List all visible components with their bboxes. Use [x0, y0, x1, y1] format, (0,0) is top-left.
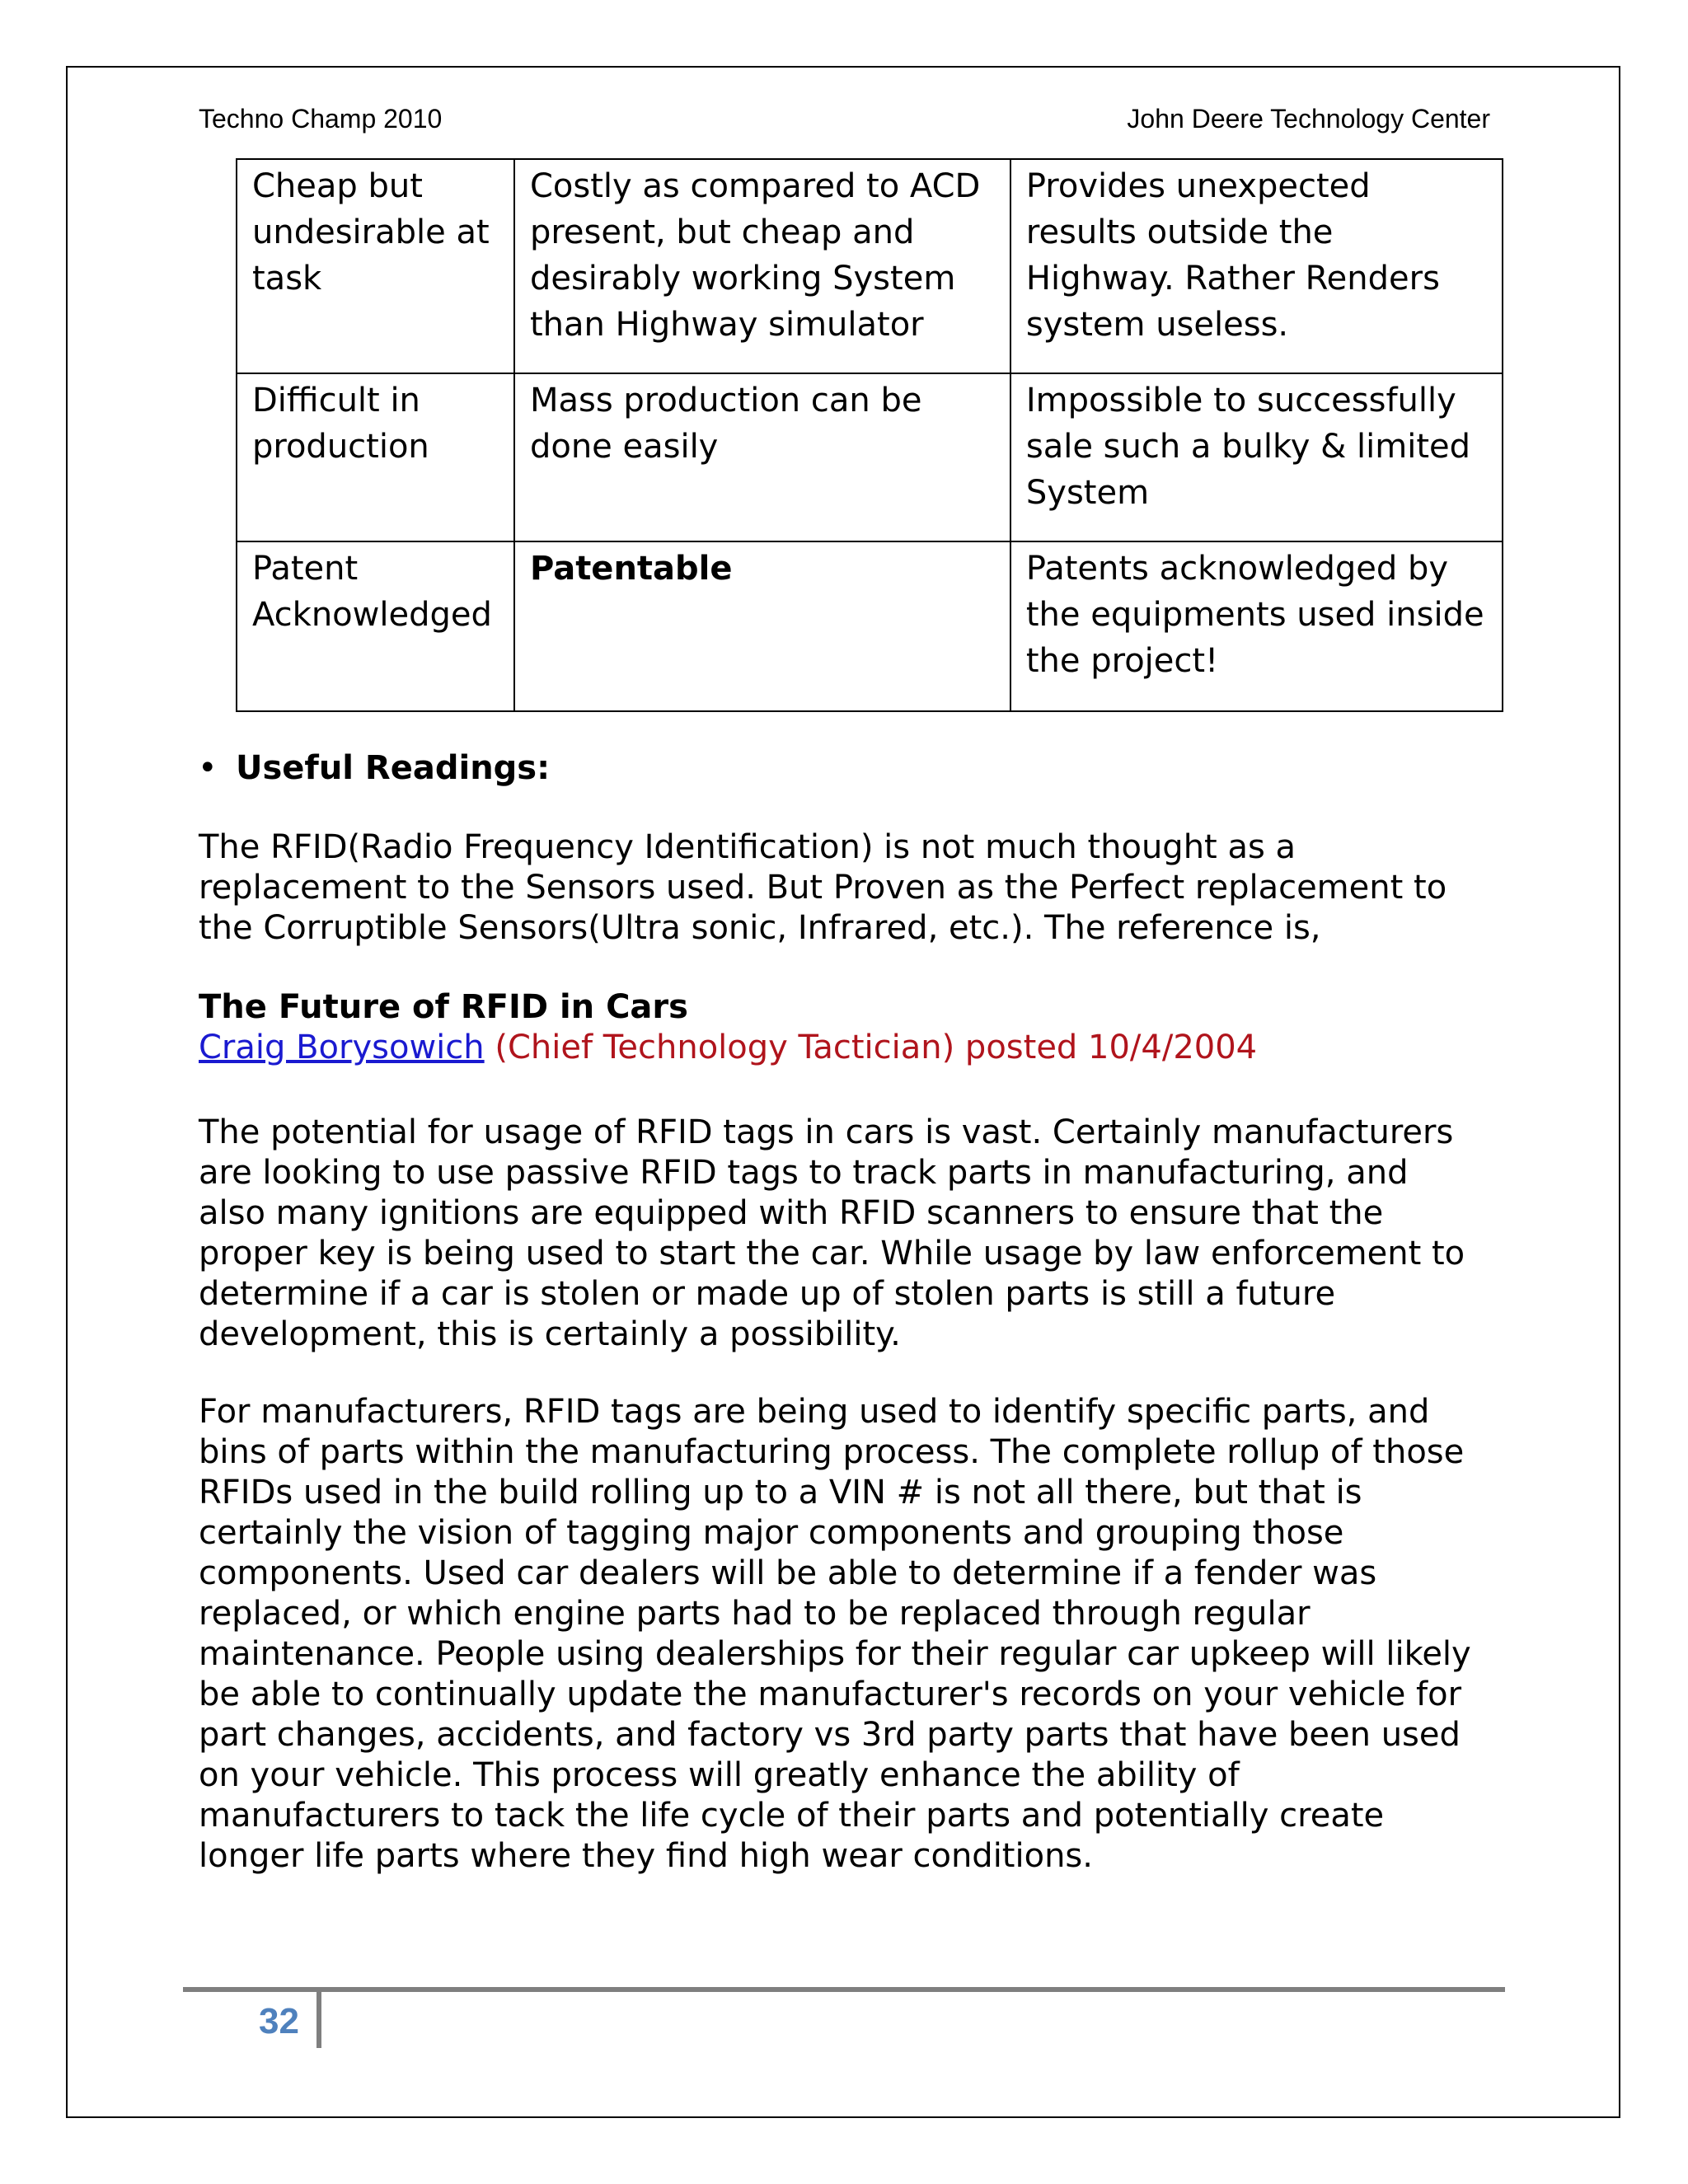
article-title: The Future of RFID in Cars: [199, 988, 688, 1026]
author-link[interactable]: Craig Borysowich: [199, 1029, 485, 1066]
cell-text: Provides unexpected results outside the Highway. Rather Renders system useless.: [1025, 167, 1440, 344]
byline-details: (Chief Technology Tactician) posted 10/4/2004: [484, 1029, 1258, 1066]
article-paragraph-1: The potential for usage of RFID tags in cars is vast. Certainly manufacturers are looking to use passive RFID tags to track parts in manufacturing, and also many ignitions are equipped with RFID scanners to ensure that the proper key is being used to start the car. While usage by law enforcement to determine if a car is stolen or made up of stolen parts is still a future development, this is certainly a possibility.: [199, 1113, 1465, 1353]
section-heading: [198, 745, 550, 791]
table-cell: [1010, 373, 1503, 541]
table-cell: [237, 373, 514, 541]
header-left-title: Techno Champ 2010: [199, 104, 443, 134]
header-right-title: John Deere Technology Center: [1127, 104, 1490, 134]
article-paragraph-2: For manufacturers, RFID tags are being used to identify specific parts, and bins of parts within the manufacturing process. The complete rollup of those RFIDs used in the build rolling up to a VIN # is not all there, but that is certainly the vision of tagging major components and grouping those components. Used car dealers will be able to determine if a fender was replaced, or which engine parts had to be replaced through regular maintenance. People using dealerships for their regular car upkeep will likely be able to continually update the manufacturer's records on your vehicle for part changes, accidents, and factory vs 3rd party parts that have been used on your vehicle. This process will greatly enhance the ability of manufacturers to tack the life cycle of their parts and potentially create longer life parts where they find high wear conditions.: [199, 1393, 1471, 1875]
table-cell: [237, 541, 514, 711]
page-number: 32: [259, 2001, 299, 2041]
comparison-table: [236, 158, 1503, 712]
cell-text: Patents acknowledged by the equipments used inside the project!: [1025, 550, 1484, 680]
table-cell: [237, 159, 514, 373]
table-row: [237, 373, 1503, 541]
cell-text: Mass production can be done easily: [529, 382, 922, 466]
table-cell: [514, 541, 1010, 711]
cell-text: Difficult in production: [252, 382, 429, 466]
footer-rule: [183, 1987, 1505, 1992]
cell-text: Patent Acknowledged: [252, 550, 492, 634]
section-heading-text: Useful Readings:: [236, 749, 551, 787]
table-row: [237, 541, 1503, 711]
table-cell: [1010, 159, 1503, 373]
footer-divider: [316, 1989, 321, 2048]
article-byline: [199, 1028, 1257, 1068]
cell-text: Impossible to successfully sale such a bulky & limited System: [1025, 382, 1471, 512]
table-cell: [514, 159, 1010, 373]
table-cell: [1010, 541, 1503, 711]
table-row: [237, 159, 1503, 373]
bullet-icon: •: [198, 749, 218, 787]
cell-text: Patentable: [529, 550, 733, 588]
intro-paragraph: The RFID(Radio Frequency Identification) is not much thought as a replacement to the Sensors used. But Proven as the Perfect replacement to the Corruptible Sensors(Ultra sonic, Infrared, etc.). The reference is,: [199, 828, 1447, 947]
cell-text: Costly as compared to ACD present, but cheap and desirably working System than Highway simulator: [529, 167, 981, 344]
table-cell: [514, 373, 1010, 541]
cell-text: Cheap but undesirable at task: [252, 167, 490, 298]
